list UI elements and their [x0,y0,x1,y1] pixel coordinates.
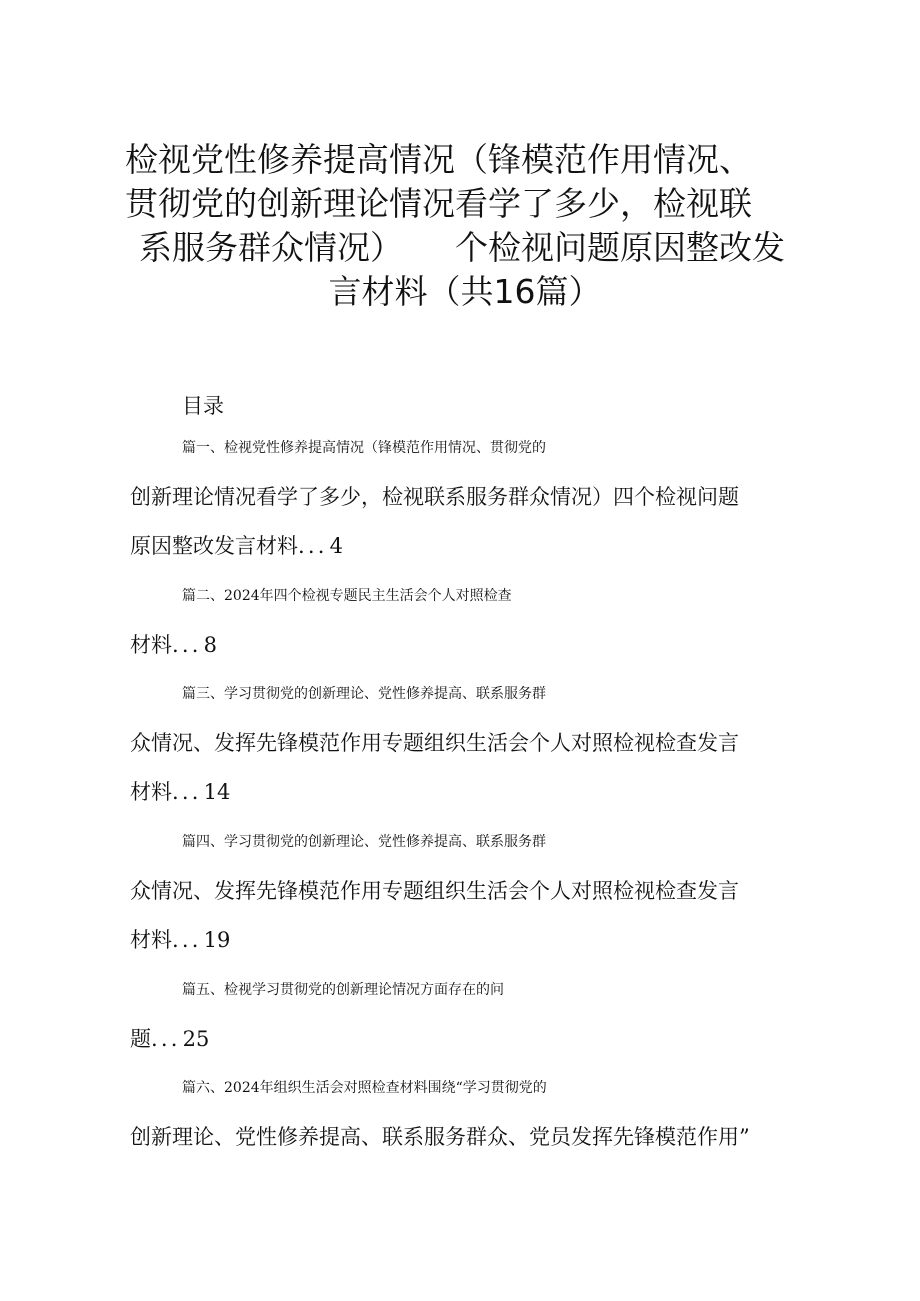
toc-leader-dots: ... [172,633,202,657]
toc-entry-3[interactable] [130,670,800,817]
toc-leader-dots: ... [172,928,202,952]
toc-entry-line: 篇六、2024年组织生活会对照检查材料围绕“学习贯彻党的 [182,1080,547,1096]
title-line-2: 贯彻党的创新理论情况看学了多少，检视联 [125,184,752,223]
toc-entry-last-text: 原因整改发言材料 [130,534,298,558]
toc-page-number: 19 [203,928,231,952]
toc-entry-line: 篇五、检视学习贯彻党的创新理论情况方面存在的问 [182,982,504,998]
toc-entry-last-text: 材料 [130,633,172,657]
title-line-3 [125,226,805,270]
toc-entry-line: 众情况、发挥先锋模范作用专题组织生活会个人对照检视检查发言 [130,879,739,903]
toc-page-number: 14 [203,780,231,804]
toc-leader-dots: ... [298,534,328,558]
toc-entry-1[interactable] [130,424,800,571]
toc-entry-line: 创新理论情况看学了多少，检视联系服务群众情况）四个检视问题 [130,485,739,509]
toc-entry-line: 篇二、2024年四个检视专题民主生活会个人对照检查 [182,588,512,604]
toc-heading: 目录 [182,394,224,418]
toc-leader-dots: ... [172,780,202,804]
toc-entry-last-text: 材料 [130,780,172,804]
toc-page-number: 25 [182,1027,210,1051]
toc-entry-leader [130,522,800,571]
toc-entry-line: 篇一、检视党性修养提高情况（锋模范作用情况、贯彻党的 [182,440,546,456]
toc-entry-leader [130,768,800,817]
toc-entry-last-text: 材料 [130,928,172,952]
toc-entry-leader [130,621,800,670]
toc-page-number: 4 [329,534,344,558]
toc-entry-line: 篇四、学习贯彻党的创新理论、党性修养提高、联系服务群 [182,834,546,850]
toc-entry-leader [130,1015,800,1064]
toc-entry-last-text: 题 [130,1027,151,1051]
title-line-3-part-a: 系服务群众情况） [139,228,403,267]
toc-entry-5[interactable] [130,966,800,1064]
toc-entry-line: 创新理论、党性修养提高、联系服务群众、党员发挥先锋模范作用” [130,1125,750,1149]
toc-leader-dots: ... [151,1027,181,1051]
title-line-1: 检视党性修养提高情况（锋模范作用情况、 [125,140,752,179]
document-title [125,138,805,314]
toc-entry-line: 众情况、发挥先锋模范作用专题组织生活会个人对照检视检查发言 [130,731,739,755]
toc-page-number: 8 [203,633,218,657]
toc-entry-2[interactable] [130,572,800,670]
title-line-4: 言材料（共16篇） [328,272,602,311]
toc-entry-leader [130,916,800,965]
toc-entry-4[interactable] [130,818,800,965]
toc-entry-line: 篇三、学习贯彻党的创新理论、党性修养提高、联系服务群 [182,686,546,702]
title-line-3-part-b: 个检视问题原因整改发 [455,228,785,267]
toc-entry-6[interactable] [130,1064,800,1162]
